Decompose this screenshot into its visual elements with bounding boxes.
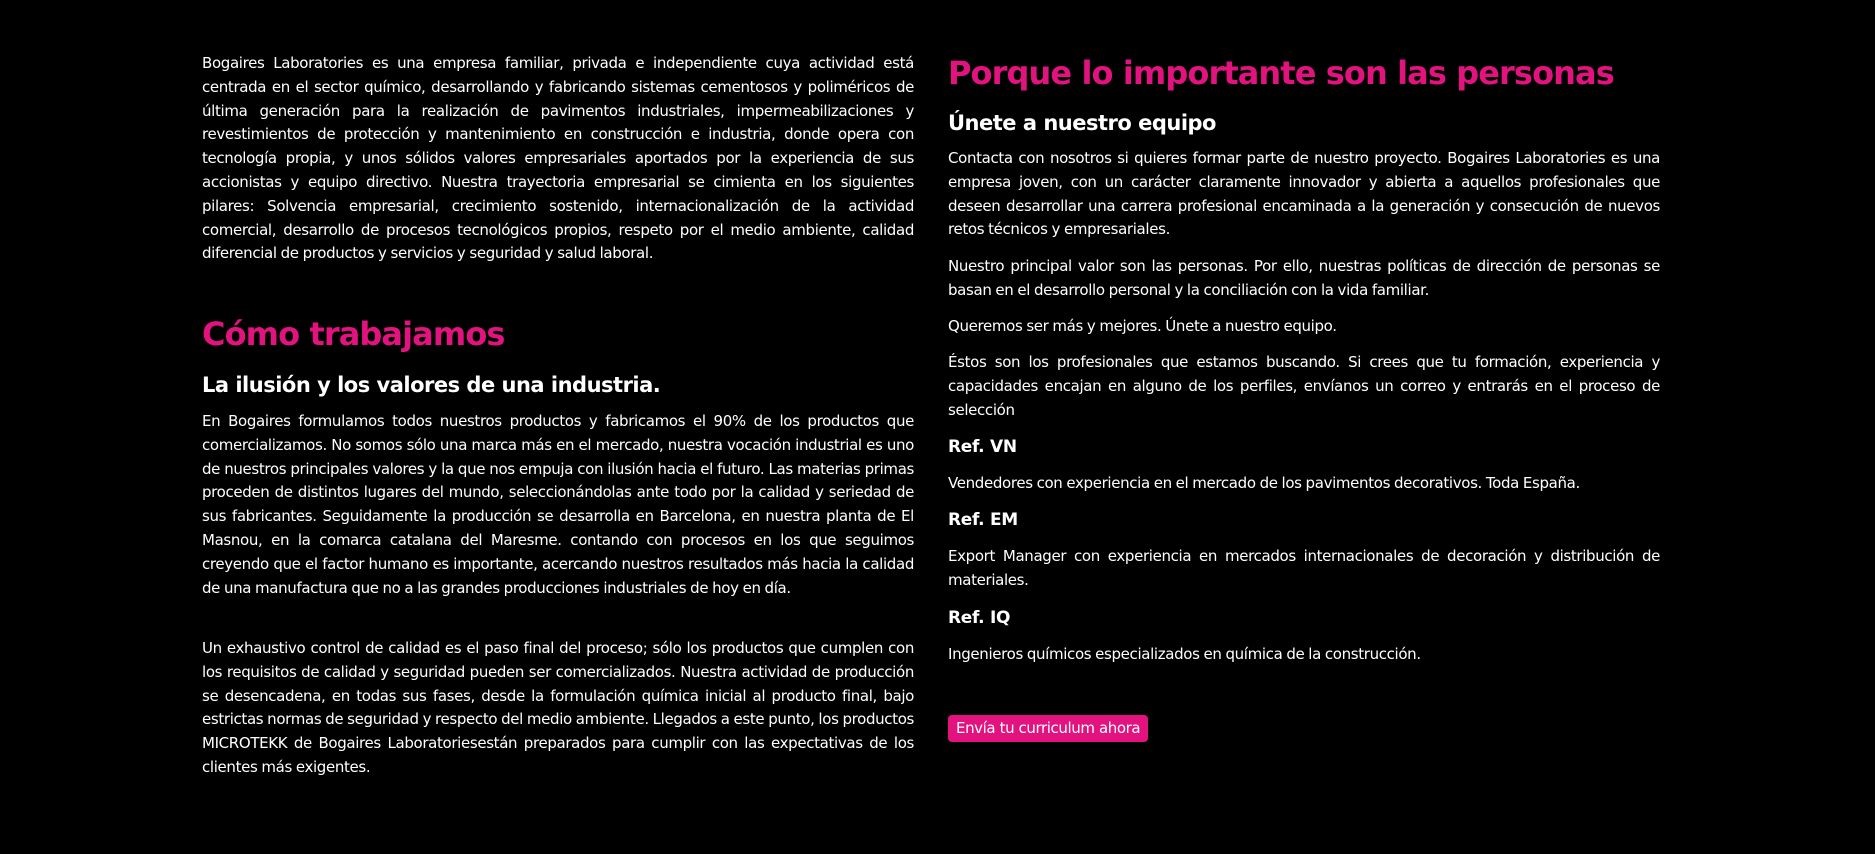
send-cv-button[interactable]: Envía tu curriculum ahora (948, 715, 1148, 742)
join-paragraph-1: Contacta con nosotros si quieres formar parte de nuestro proyecto. Bogaires Laboratories es una empresa joven, con un carácter claramente innovador y abierta a aquellos profesionales que deseen desarrollar una carrera profesional encaminada a la generación y consecución de nuevos retos técnicos y empresariales. (948, 149, 1660, 239)
how-we-work-paragraph-1: En Bogaires formulamos todos nuestros productos y fabricamos el 90% de los productos que comercializamos. No somos sólo una marca más en el mercado, nuestra vocación industrial es uno de nuestros principales valores y la que nos empuja con ilusión hacia el futuro. Las materias primas proceden de distintos lugares del mundo, seleccionándolas ante todo por la calidad y seriedad de sus fabricantes. Seguidamente la producción se desarrolla en Barcelona, en nuestra planta de El Masnou, en la comarca catalana del Maresme. contando con procesos en los que seguimos creyendo que el factor humano es importante, acercando nuestros resultados más hacia la calidad de una manufactura que no a las grandes producciones industriales de hoy en día. (202, 412, 914, 597)
how-we-work-subtitle: La ilusión y los valores de una industria. (202, 373, 661, 397)
join-paragraph-2: Nuestro principal valor son las personas. Por ello, nuestras políticas de dirección de personas se basan en el desarrollo personal y la conciliación con la vida familiar. (948, 257, 1660, 299)
people-title: Porque lo importante son las personas (948, 54, 1614, 92)
company-intro: Bogaires Laboratories es una empresa familiar, privada e independiente cuya actividad está centrada en el sector químico, desarrollando y fabricando sistemas cementosos y poliméricos de última generación para la realización de pavimentos industriales, impermeabilizaciones y revestimientos de protección y mantenimiento en construcción e industria, donde opera con tecnología propia, y unos sólidos valores empresariales aportados por la experiencia de sus accionistas y equipo directivo. Nuestra trayectoria empresarial se cimienta en los siguientes pilares: Solvencia empresarial, crecimiento sostenido, internacionalización de la actividad comercial, desarrollo de procesos tecnológicos propios, respeto por el medio ambiente, calidad diferencial de productos y servicios y seguridad y salud laboral. (202, 54, 914, 263)
ref-iq-description: Ingenieros químicos especializados en química de la construcción. (948, 645, 1421, 663)
how-we-work-paragraph-2: Un exhaustivo control de calidad es el paso final del proceso; sólo los productos que cumplen con los requisitos de calidad y seguridad pueden ser comercializados. Nuestra actividad de producción se desencadena, en todas sus fases, desde la formulación química inicial al producto final, bajo estrictas normas de seguridad y respecto del medio ambiente. Llegados a este punto, los productos MICROTEKK de Bogaires Laboratoriesestán preparados para cumplir con las expectativas de los clientes más exigentes. (202, 639, 914, 776)
join-paragraph-3: Queremos ser más y mejores. Únete a nuestro equipo. (948, 317, 1337, 335)
join-paragraph-4: Éstos son los profesionales que estamos buscando. Si crees que tu formación, experiencia y capacidades encajan en alguno de los perfiles, envíanos un correo y entrarás en el proceso de selección (948, 353, 1660, 419)
ref-em-title: Ref. EM (948, 510, 1018, 530)
ref-vn-title: Ref. VN (948, 437, 1017, 457)
how-we-work-title: Cómo trabajamos (202, 315, 505, 353)
join-team-subtitle: Únete a nuestro equipo (948, 111, 1216, 135)
ref-iq-title: Ref. IQ (948, 608, 1011, 628)
ref-vn-description: Vendedores con experiencia en el mercado de los pavimentos decorativos. Toda España. (948, 474, 1580, 492)
ref-em-description: Export Manager con experiencia en mercados internacionales de decoración y distribución de materiales. (948, 547, 1660, 589)
